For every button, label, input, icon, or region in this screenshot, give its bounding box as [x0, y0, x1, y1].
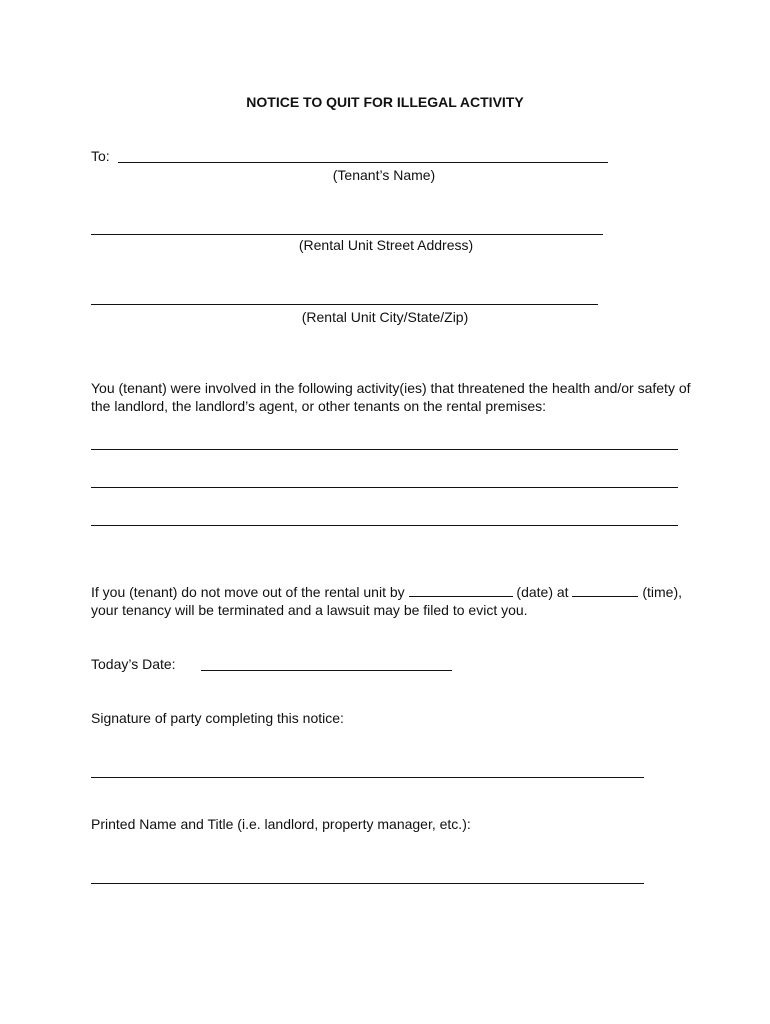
move-out-paragraph	[91, 583, 691, 619]
move-out-date-field[interactable]	[409, 583, 513, 597]
activity-line-1[interactable]	[91, 449, 678, 450]
activity-line-2[interactable]	[91, 487, 678, 488]
street-address-caption: (Rental Unit Street Address)	[298, 237, 474, 253]
printed-name-line[interactable]	[91, 883, 644, 884]
todays-date-label: Today’s Date:	[91, 656, 176, 672]
move-out-text-2: (date) at	[516, 584, 569, 600]
printed-name-label: Printed Name and Title (i.e. landlord, property manager, etc.):	[91, 816, 471, 832]
move-out-time-field[interactable]	[572, 583, 638, 597]
todays-date-line[interactable]	[201, 670, 452, 671]
document-title: NOTICE TO QUIT FOR ILLEGAL ACTIVITY	[246, 94, 524, 110]
to-label: To:	[91, 148, 110, 164]
move-out-text-1: If you (tenant) do not move out of the rental unit by	[91, 584, 405, 600]
tenant-name-caption: (Tenant’s Name)	[332, 167, 436, 183]
city-state-zip-caption: (Rental Unit City/State/Zip)	[301, 309, 469, 325]
city-state-zip-line[interactable]	[91, 304, 598, 305]
signature-label: Signature of party completing this notice:	[91, 710, 344, 726]
activity-line-3[interactable]	[91, 525, 678, 526]
tenant-name-line[interactable]	[118, 162, 608, 163]
activity-paragraph: You (tenant) were involved in the following activity(ies) that threatened the health and/or safety of the landlord, the landlord’s agent, or other tenants on the rental premises:	[91, 380, 691, 414]
move-out-text-3: (time), your tenancy will be terminated and a lawsuit may be filed to evict you.	[91, 584, 683, 618]
street-address-line[interactable]	[91, 234, 603, 235]
signature-line[interactable]	[91, 777, 644, 778]
